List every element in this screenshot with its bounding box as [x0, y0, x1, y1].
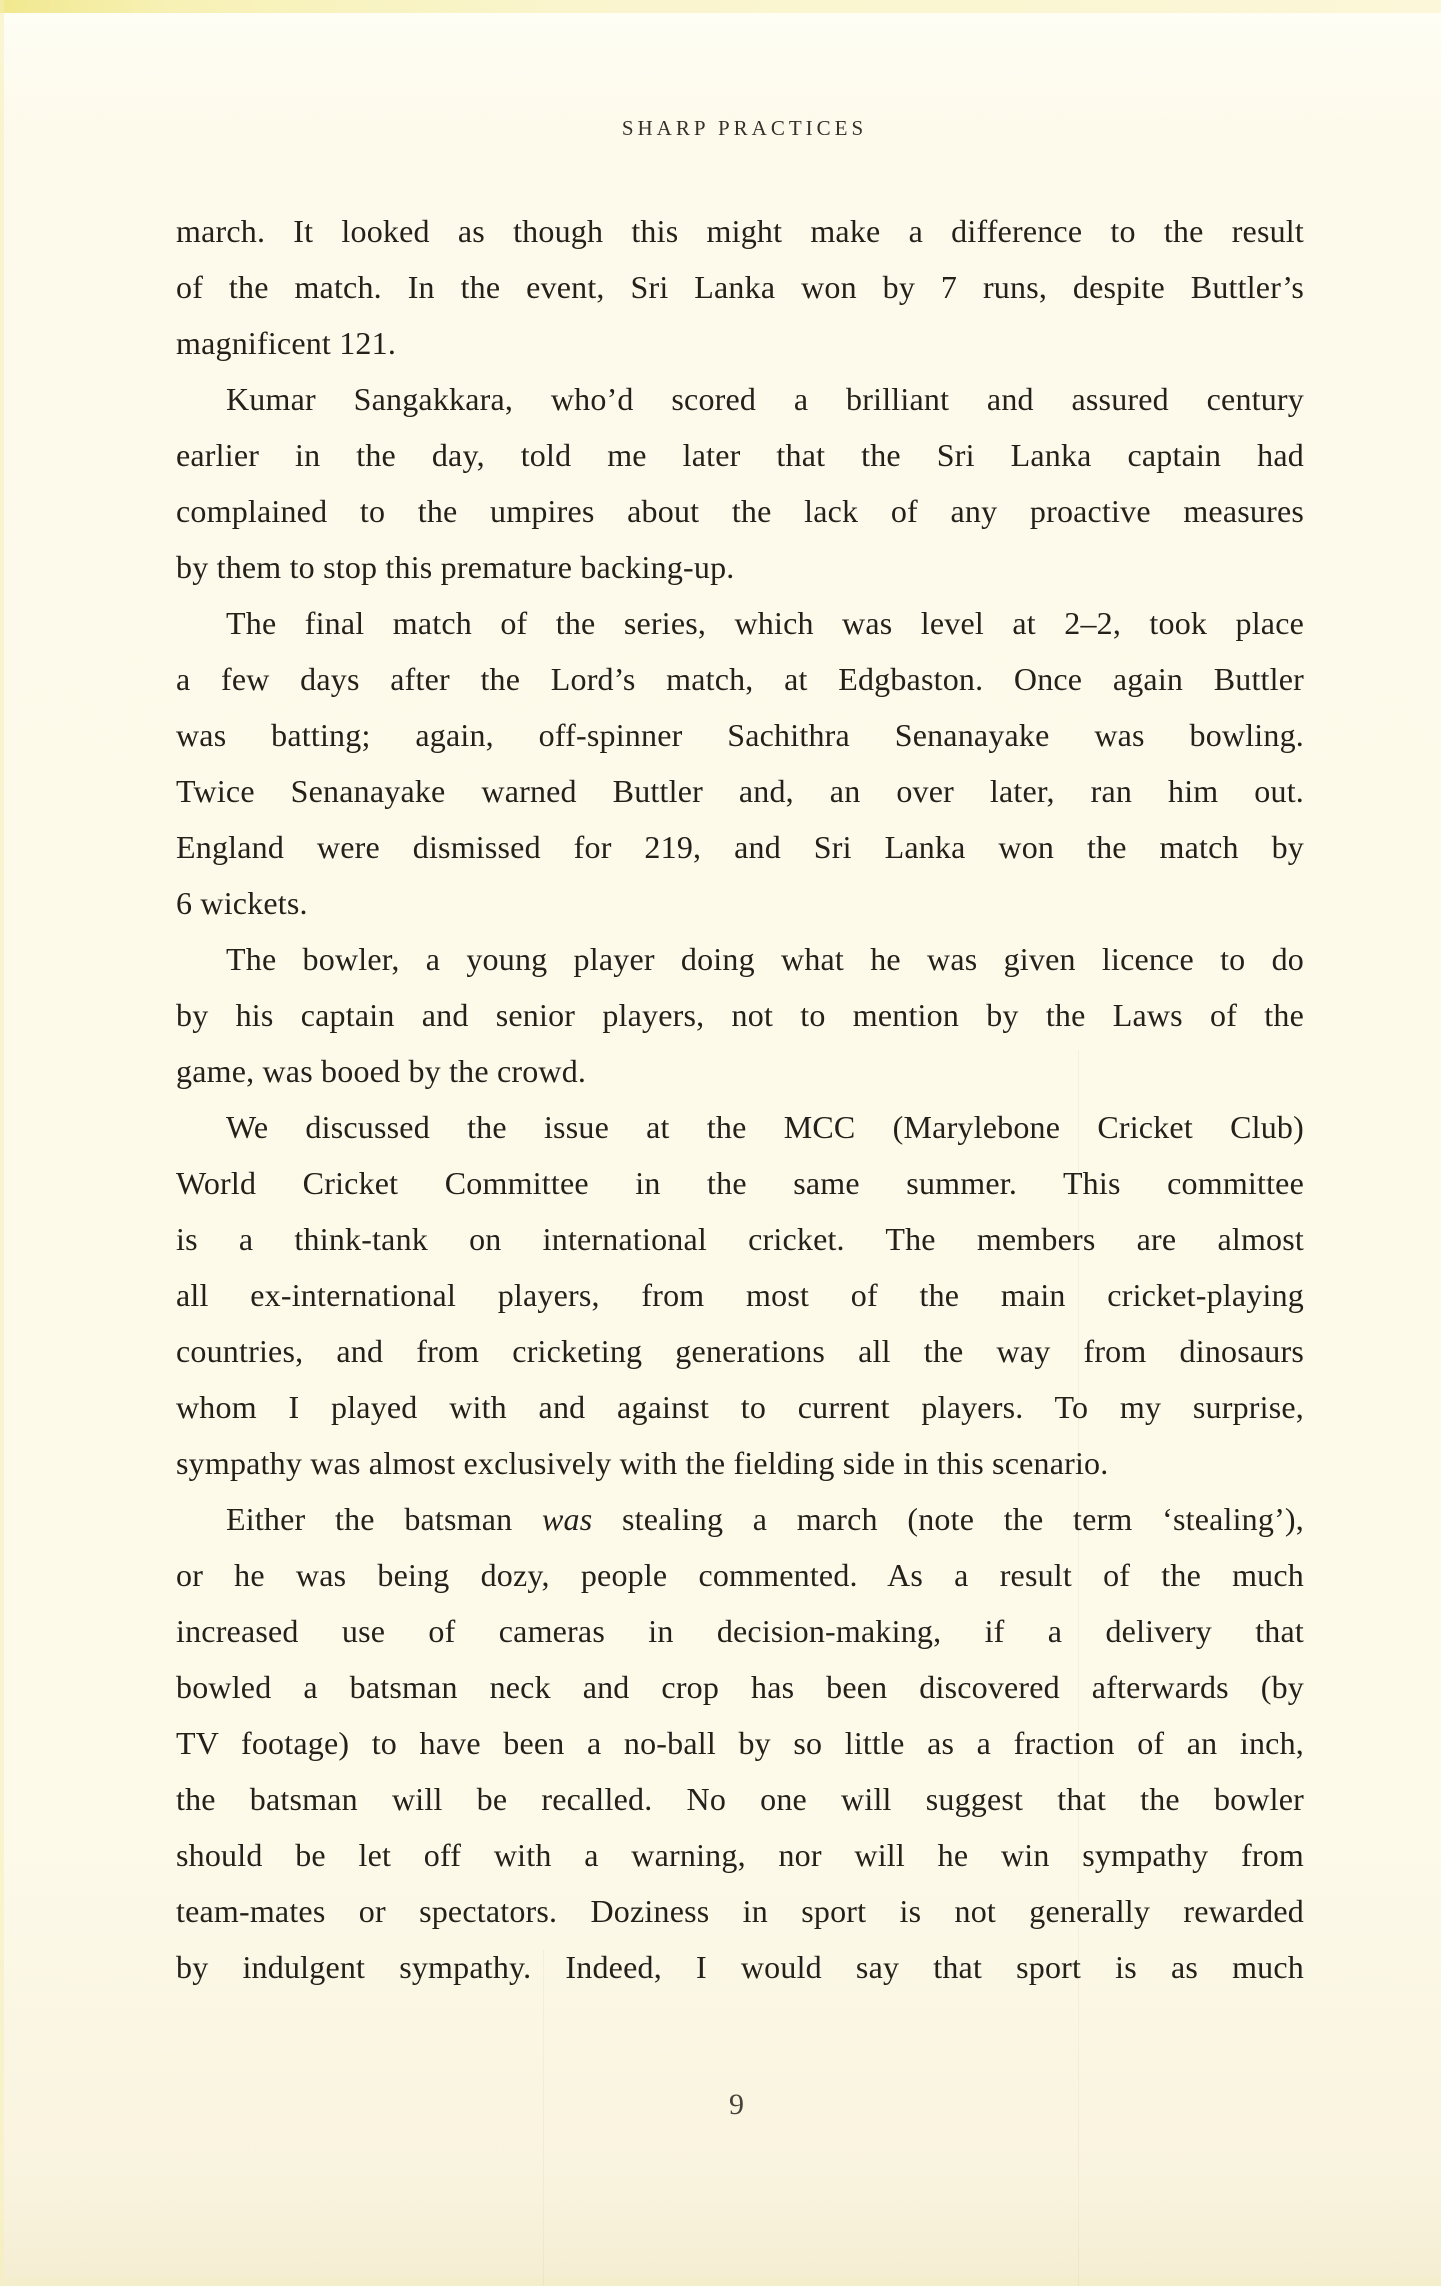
text-line: a few days after the Lord’s match, at Edgbaston. Once again Buttler — [176, 661, 1304, 697]
text-line: or he was being dozy, people commented. As a result of the much — [176, 1557, 1304, 1593]
page-top-edge — [0, 0, 1441, 13]
text-line: earlier in the day, told me later that the Sri Lanka captain had — [176, 437, 1304, 473]
text-line: was batting; again, off-spinner Sachithra Senanayake was bowling. — [176, 717, 1304, 753]
text-line: 6 wickets. — [176, 885, 308, 921]
text-line: march. It looked as though this might make a difference to the result — [176, 213, 1304, 249]
text-line: Kumar Sangakkara, who’d scored a brilliant and assured century — [226, 381, 1304, 417]
text-line: Twice Senanayake warned Buttler and, an over later, ran him out. — [176, 773, 1304, 809]
text-line: England were dismissed for 219, and Sri Lanka won the match by — [176, 829, 1304, 865]
text-line: We discussed the issue at the MCC (Marylebone Cricket Club) — [226, 1109, 1304, 1145]
text-line: all ex-international players, from most of the main cricket-playing — [176, 1277, 1304, 1313]
running-header: SHARP PRACTICES — [621, 116, 868, 140]
text-line: whom I played with and against to current players. To my surprise, — [176, 1389, 1304, 1425]
text-line: sympathy was almost exclusively with the fielding side in this scenario. — [176, 1445, 1109, 1481]
text-line: should be let off with a warning, nor will he win sympathy from — [176, 1837, 1304, 1873]
page-left-edge — [0, 0, 4, 2286]
text-line: Either the batsman was stealing a march (note the term ‘stealing’), — [226, 1501, 1304, 1537]
text-line: by them to stop this premature backing-up. — [176, 549, 735, 585]
text-line: The final match of the series, which was level at 2–2, took place — [226, 605, 1304, 641]
text-line: World Cricket Committee in the same summer. This committee — [176, 1165, 1304, 1201]
text-line: countries, and from cricketing generations all the way from dinosaurs — [176, 1333, 1304, 1369]
text-line: of the match. In the event, Sri Lanka won by 7 runs, despite Buttler’s — [176, 269, 1304, 305]
text-line: game, was booed by the crowd. — [176, 1053, 587, 1089]
page-number: 9 — [729, 2088, 744, 2121]
text-line: The bowler, a young player doing what he was given licence to do — [226, 941, 1304, 977]
text-line: by his captain and senior players, not to mention by the Laws of the — [176, 997, 1304, 1033]
text-line: TV footage) to have been a no-ball by so little as a fraction of an inch, — [176, 1725, 1304, 1761]
page-bottom-edge — [0, 2277, 1441, 2286]
body-text — [176, 203, 1304, 1995]
text-line: is a think-tank on international cricket. The members are almost — [176, 1221, 1304, 1257]
text-line: magnificent 121. — [176, 325, 397, 361]
text-line: by indulgent sympathy. Indeed, I would say that sport is as much — [176, 1949, 1304, 1985]
text-line: complained to the umpires about the lack of any proactive measures — [176, 493, 1304, 529]
text-line: the batsman will be recalled. No one will suggest that the bowler — [176, 1781, 1304, 1817]
text-line: team-mates or spectators. Doziness in sport is not generally rewarded — [176, 1893, 1304, 1929]
text-line: bowled a batsman neck and crop has been discovered afterwards (by — [176, 1669, 1304, 1705]
text-line: increased use of cameras in decision-making, if a delivery that — [176, 1613, 1304, 1649]
